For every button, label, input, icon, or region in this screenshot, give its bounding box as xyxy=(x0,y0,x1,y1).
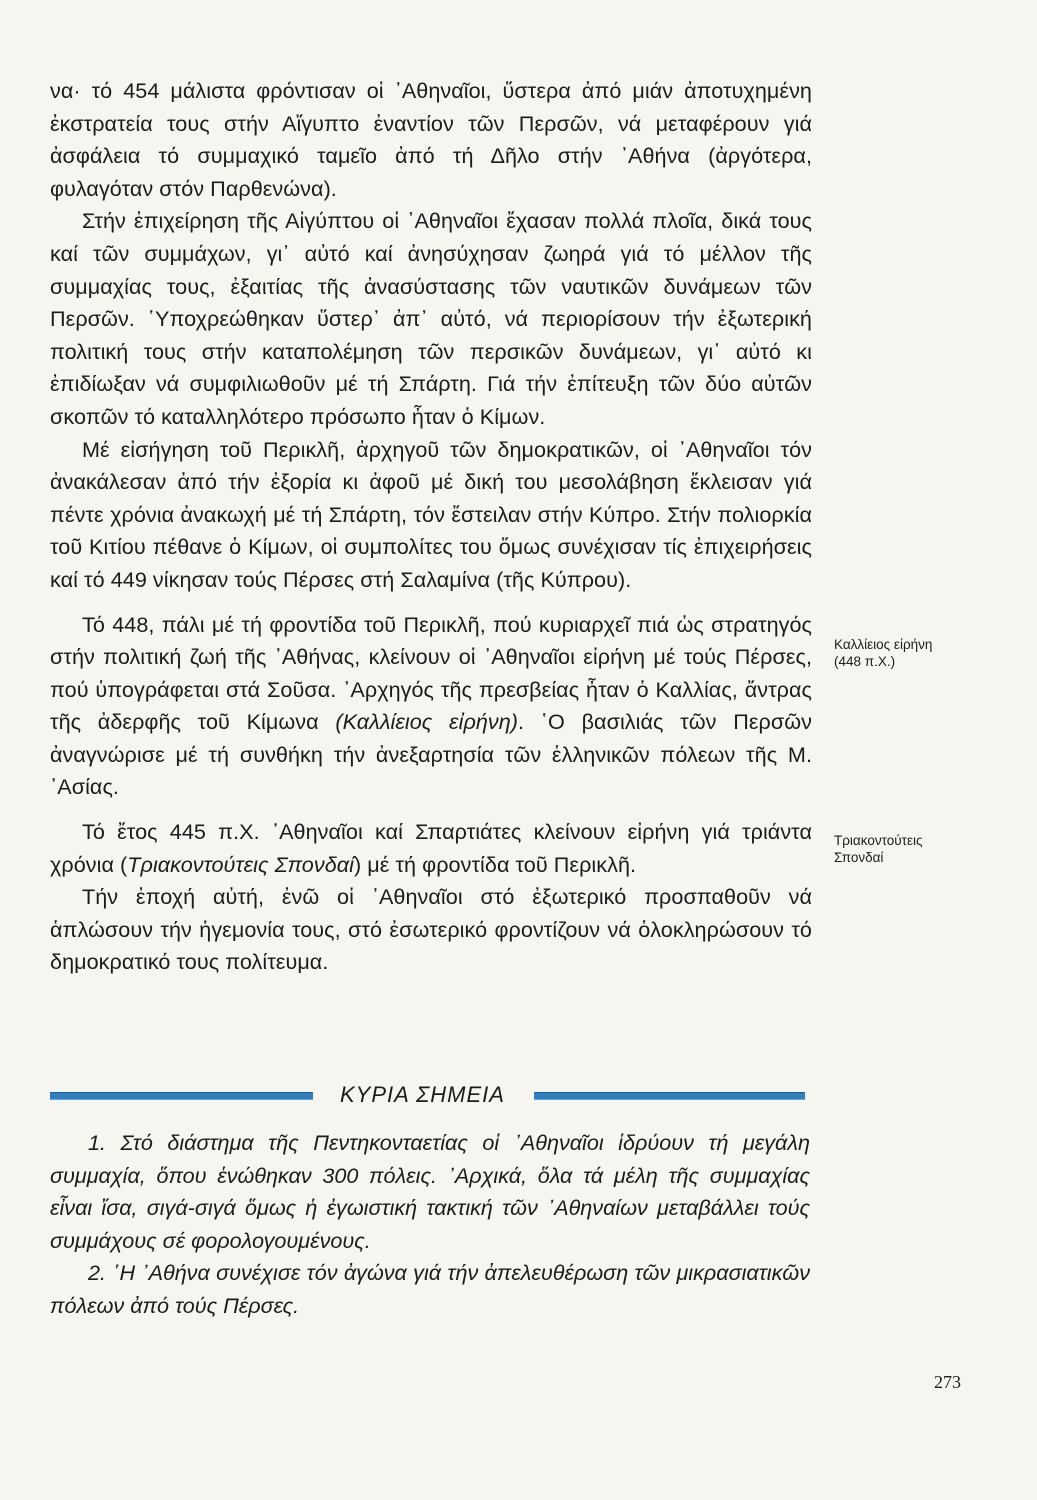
peace-text-b: ) μέ τή φροντίδα τοῦ Περικλῆ. xyxy=(353,851,637,877)
margin-note-kallias xyxy=(834,636,974,670)
key-point-item: 1. Στό διάστημα τῆς Πεντηκονταετίας οἱ ᾿Αθηναῖοι ἱδρύουν τή μεγάλη συμμαχία, ὅπου ἑνώθηκαν 300 πόλεις. ᾿Αρχικά, ὅλα τά μέλη τῆς συμμαχίας εἶναι ἴσα, σιγά-σιγά ὅμως ἡ ἐγωιστική τακτική τῶν ᾿Αθηναίων μεταβάλλει τούς συμμάχους σέ φορολογουμένους. xyxy=(50,1130,810,1253)
margin-note-triakontouteis xyxy=(834,832,974,866)
key-points-title: ΚΥΡΙΑ ΣΗΜΕΙΑ xyxy=(340,1082,505,1107)
kallias-text-b: . ῾Ο βασιλιάς τῶν Περσῶν ἀναγνώρισε μέ τή συνθήκη τήν ἀνεξαρτησία τῶν ἑλληνικῶν πόλεων τῆς Μ. ᾿Ασίας. xyxy=(50,709,813,800)
paragraph-domestic-policy: Τήν ἐποχή αὐτή, ἐνῶ οἱ ᾿Αθηναῖοι στό ἐξωτερικό προσπαθοῦν νά ἁπλώσουν τήν ἡγεμονία τους, στό ἐσωτερικό φροντίζουν νά ὁλοκληρώσουν τό δημοκρατικό τους πολίτευμα. xyxy=(50,884,812,975)
key-points-list xyxy=(50,1127,810,1323)
margin-note-triakontouteis-line1: Τριακοντούτεις xyxy=(834,833,923,848)
margin-note-kallias-title: Καλλίειος εἰρήνη xyxy=(834,637,933,652)
kallias-text-a: Τό 448, πάλι μέ τή φροντίδα τοῦ Περικλῆ, πού κυριαρχεῖ πιά ὡς στρατηγός στήν πολιτική ζωή τῆς ᾿Αθήνας, κλείνουν οἱ ᾿Αθηναῖοι εἰρήνη μέ τούς Πέρσες, πού ὑπογράφεται στά Σοῦσα. ᾿Αρχηγός τῆς πρεσβείας ἦταν ὁ Καλλίας, ἄντρας τῆς ἀδερφῆς τοῦ Κίμωνα xyxy=(50,611,812,735)
paragraph-continuation: να· τό 454 μάλιστα φρόντισαν οἱ ᾿Αθηναῖοι, ὕστερα ἀπό μιάν ἀποτυχημένη ἐκστρατεία τους στήν Αἴγυπτο ἐναντίον τῶν Περσῶν, νά μεταφέρουν γιά ἀσφάλεια τό συμμαχικό ταμεῖο ἀπό τή Δῆλο στήν ᾿Αθήνα (ἀργότερα, φυλαγόταν στόν Παρθενώνα). xyxy=(50,78,812,201)
main-text-column xyxy=(50,75,812,979)
margin-note-triakontouteis-line2: Σπονδαί xyxy=(834,850,884,865)
kallias-peace-term: (Καλλίειος εἰρήνη) xyxy=(335,709,519,735)
page-number: 273 xyxy=(934,1372,961,1392)
header-rule-left xyxy=(50,1092,313,1100)
header-rule-right xyxy=(534,1092,805,1100)
triakontouteis-term: Τριακοντούτεις Σπονδαί xyxy=(127,851,354,877)
paragraph-egypt-campaign: Στήν ἐπιχείρηση τῆς Αἰγύπτου οἱ ᾿Αθηναῖοι ἔχασαν πολλά πλοῖα, δικά τους καί τῶν συμμάχων, γι᾿ αὐτό καί ἀνησύχησαν ζωηρά γιά τό μέλλον τῆς συμμαχίας τους, ἐξαιτίας τῆς ἀνασύστασης τῶν ναυτικῶν δυνάμεων τῶν Περσῶν. ῾Υποχρεώθηκαν ὕστερ᾿ ἀπ᾿ αὐτό, νά περιορίσουν τήν ἐξωτερική πολιτική τους στήν καταπολέμηση τῶν περσικῶν δυνάμεων, γι᾿ αὐτό κι ἐπιδίωξαν νά συμφιλιωθοῦν μέ τή Σπάρτη. Γιά τήν ἐπίτευξη τῶν δύο αὐτῶν σκοπῶν τό καταλληλότερο πρόσωπο ἦταν ὁ Κίμων. xyxy=(50,208,812,429)
key-points-header xyxy=(50,1080,805,1112)
paragraph-kallias-peace xyxy=(50,609,812,805)
paragraph-thirty-year-peace xyxy=(50,816,812,881)
key-point-item: 2. ῾Η ᾿Αθήνα συνέχισε τόν ἀγώνα γιά τήν ἀπελευθέρωση τῶν μικρασιατικῶν πόλεων ἀπό τούς Πέρσες. xyxy=(50,1260,810,1318)
peace-text-a: Τό ἔτος 445 π.Χ. ᾿Αθηναῖοι καί Σπαρτιάτες κλείνουν εἰρήνη γιά τριάντα χρόνια ( xyxy=(50,819,812,877)
paragraph-kimon: Μέ εἰσήγηση τοῦ Περικλῆ, ἀρχηγοῦ τῶν δημοκρατικῶν, οἱ ᾿Αθηναῖοι τόν ἀνακάλεσαν ἀπό τήν ἐξορία κι ἀφοῦ μέ δική του μεσολάβηση ἔκλεισαν γιά πέντε χρόνια ἀνακωχή μέ τή Σπάρτη, τόν ἔστειλαν στήν Κύπρο. Στήν πολιορκία τοῦ Κιτίου πέθανε ὁ Κίμων, οἱ συμπολίτες του ὅμως συνέχισαν τίς ἐπιχειρήσεις καί τό 449 νίκησαν τούς Πέρσες στή Σαλαμίνα (τῆς Κύπρου). xyxy=(50,436,812,592)
margin-note-kallias-date: (448 π.Χ.) xyxy=(834,654,896,669)
